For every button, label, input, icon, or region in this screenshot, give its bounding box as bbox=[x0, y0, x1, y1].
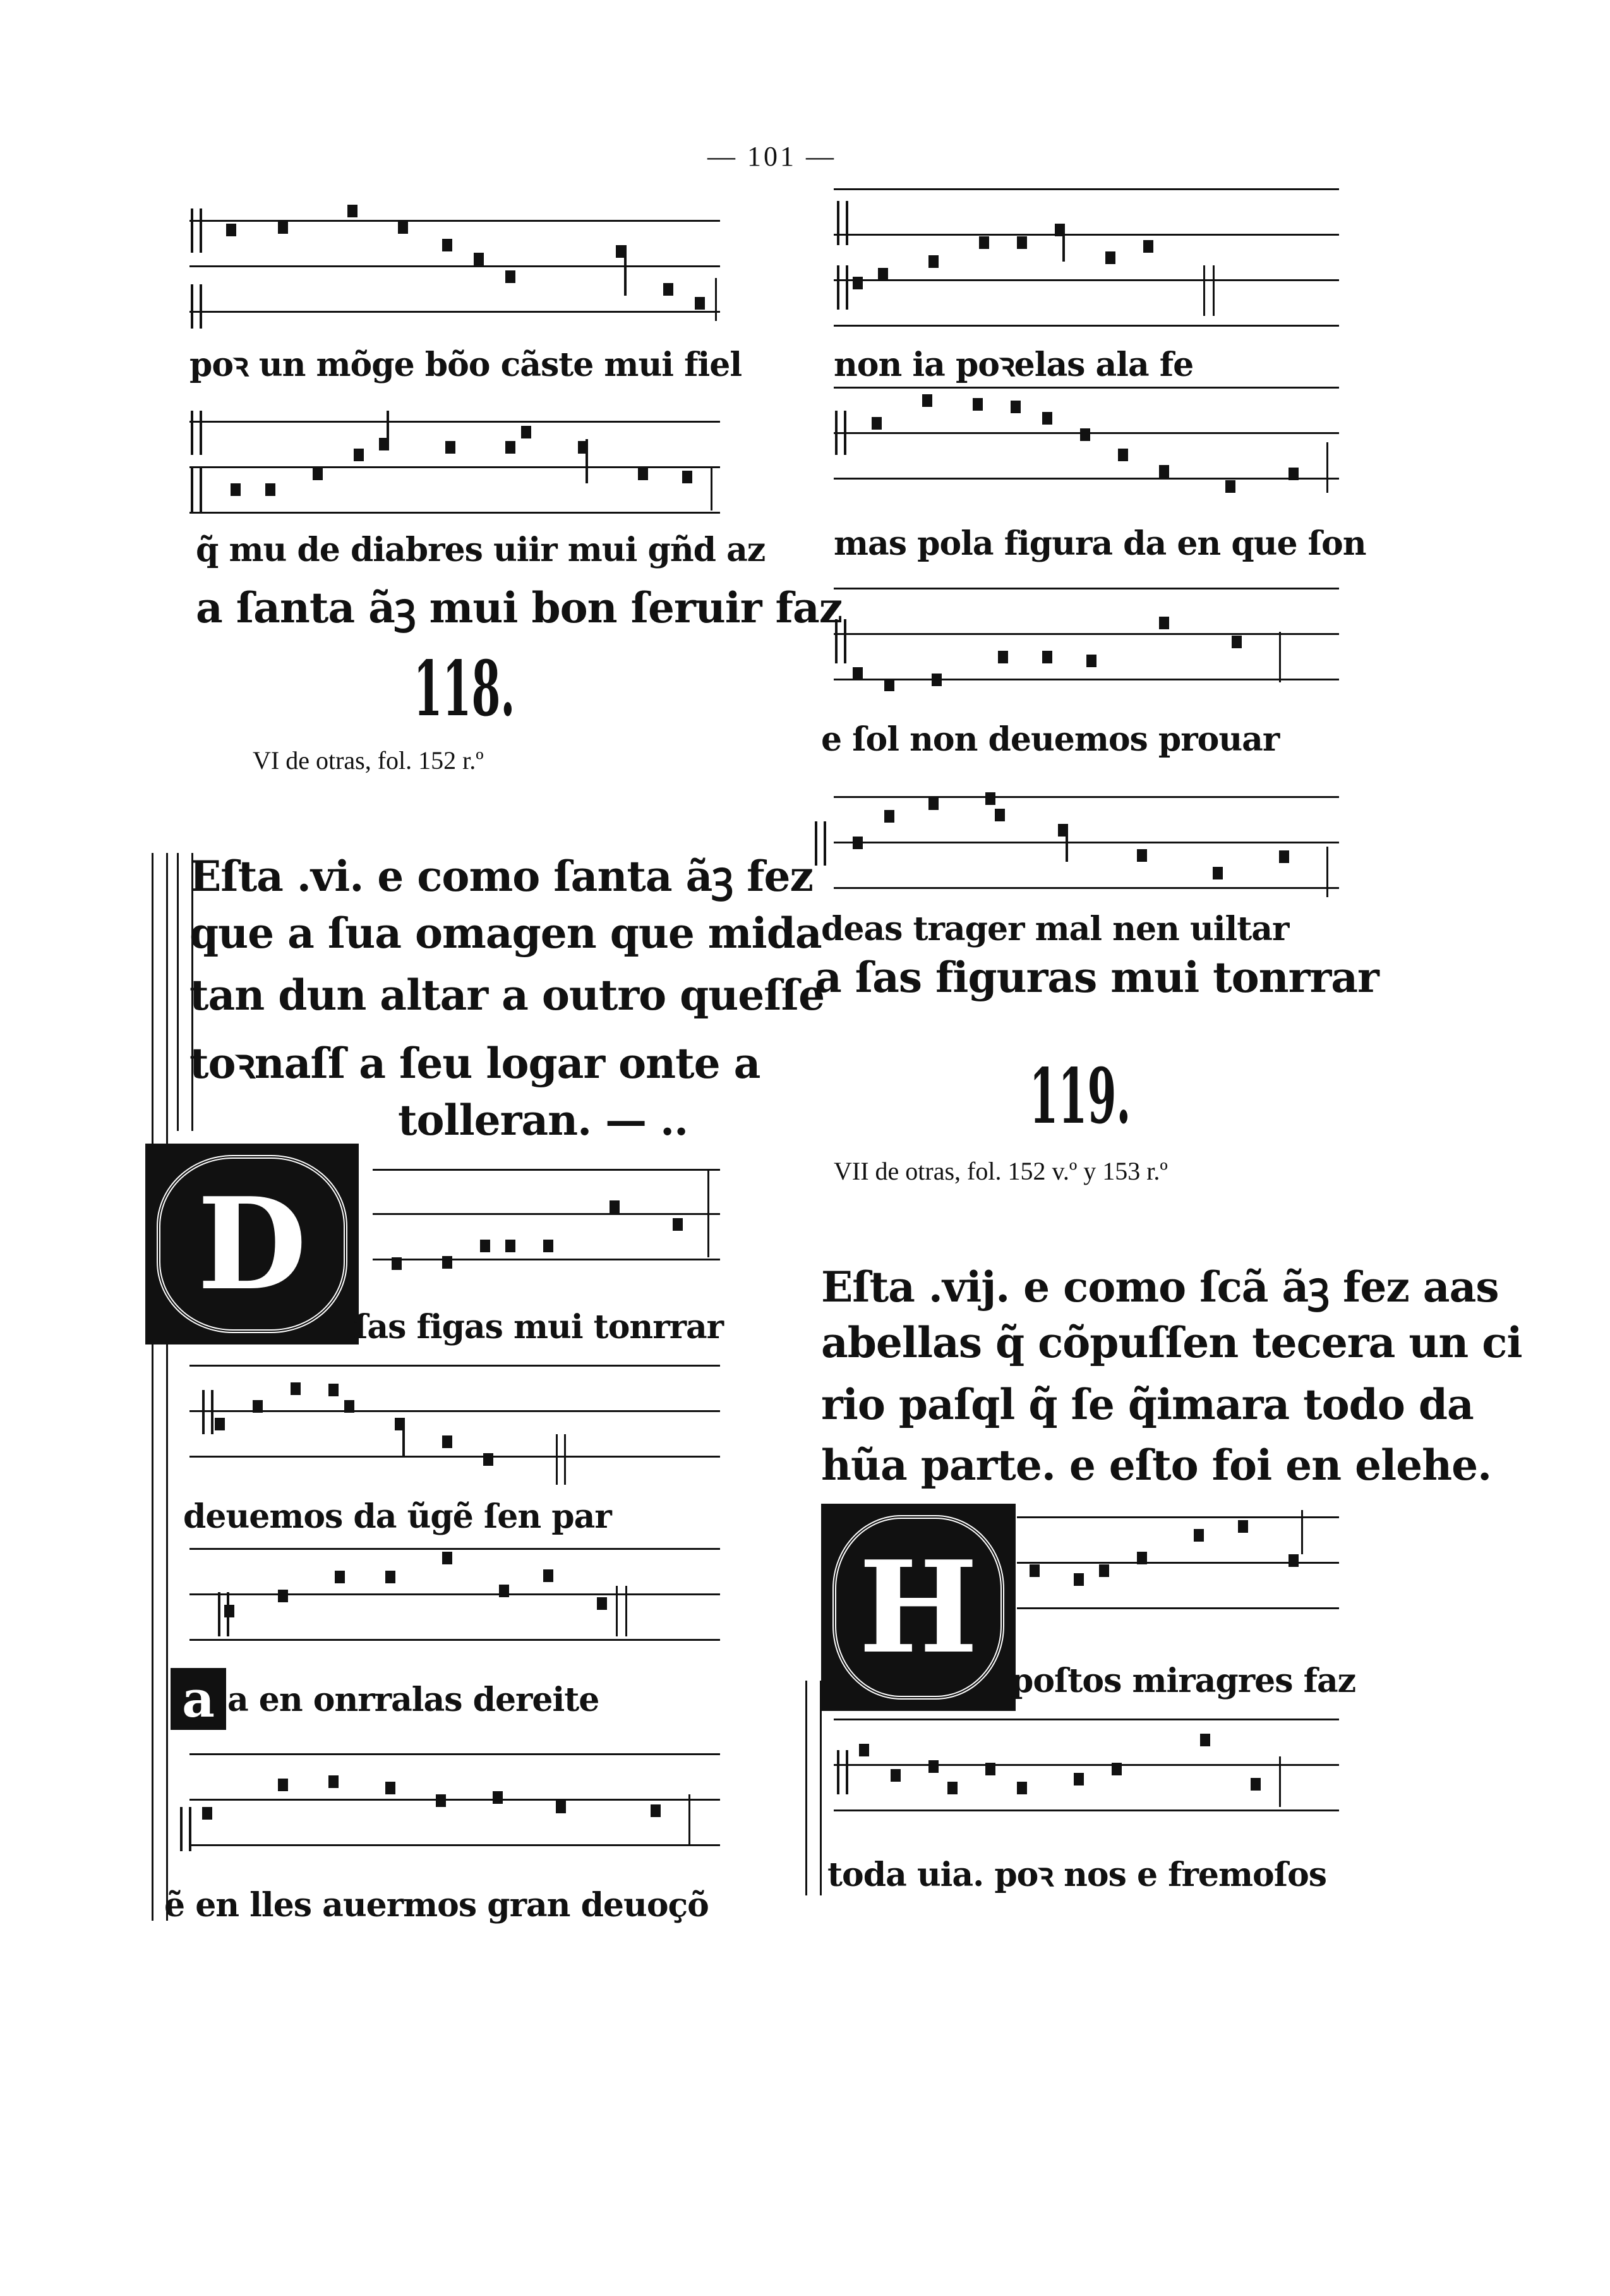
illuminated-initial bbox=[821, 1504, 1016, 1711]
lyric-line: toda uia. poꝛ nos e fremoſos bbox=[827, 1856, 1327, 1894]
decorative-border bbox=[152, 853, 168, 1921]
lyric-line: deas trager mal nen uiltar bbox=[821, 910, 1289, 948]
lyric-line: q̃ mu de diabres uiir mui gñd az bbox=[196, 531, 766, 569]
lyric-line: non ia poꝛelas ala fe bbox=[834, 346, 1194, 384]
illuminated-initial bbox=[145, 1144, 359, 1344]
lyric-line: a en onrralas dereite bbox=[227, 1681, 599, 1719]
rubric-line: tan dun altar a outro queſſe bbox=[189, 970, 825, 1020]
rubric-line: abellas q̃ cõpuſſen tecera un ci bbox=[821, 1318, 1522, 1367]
initial-letter: D bbox=[197, 1169, 307, 1319]
lyric-line: ſas figas mui tonrrar bbox=[354, 1308, 724, 1346]
rubric-line: Eſta .vi. e como ſanta ãꝫ fez bbox=[189, 852, 813, 901]
illuminated-initial bbox=[171, 1668, 226, 1730]
lyric-line: a ſanta ãꝫ mui bon ſeruir faz bbox=[196, 583, 843, 632]
initial-letter: a bbox=[182, 1669, 215, 1729]
song-number: 118. bbox=[413, 644, 515, 734]
lyric-line: poſtos miragres faz bbox=[1011, 1662, 1356, 1700]
lyric-line: mas pola figura da en que ſon bbox=[834, 524, 1366, 563]
rubric-line: que a ſua omagen que mida bbox=[189, 909, 822, 958]
page-number: — 101 — bbox=[707, 141, 836, 172]
lyric-line: deuemos da ũgẽ ſen par bbox=[183, 1497, 611, 1536]
rubric-line: toꝛnaſſ a ſeu logar onte a bbox=[189, 1039, 760, 1088]
rubric-line: Eſta .vij. e como ſcã ãꝫ fez aas bbox=[821, 1262, 1499, 1312]
lyric-line: e ſol non deuemos prouar bbox=[821, 720, 1280, 759]
lyric-line: poꝛ un mõge bõo cãste mui fiel bbox=[189, 346, 742, 384]
initial-letter: H bbox=[858, 1533, 978, 1682]
rubric-line: rio paſql q̃ ſe q̃imara todo da bbox=[821, 1380, 1474, 1429]
folio-reference: VII de otras, fol. 152 v.º y 153 r.º bbox=[834, 1157, 1168, 1185]
song-number: 119. bbox=[1029, 1052, 1131, 1141]
rubric-line: hũa parte. e eſto foi en elehe. bbox=[821, 1441, 1492, 1490]
lyric-line: a ſas figuras mui tonrrar bbox=[815, 953, 1379, 1002]
lyric-line: ẽ en lles auermos gran deuoçõ bbox=[164, 1886, 709, 1924]
rubric-line: tolleran. — .. bbox=[398, 1096, 688, 1145]
decorative-border bbox=[805, 1681, 822, 1895]
folio-reference: VI de otras, fol. 152 r.º bbox=[253, 746, 484, 775]
